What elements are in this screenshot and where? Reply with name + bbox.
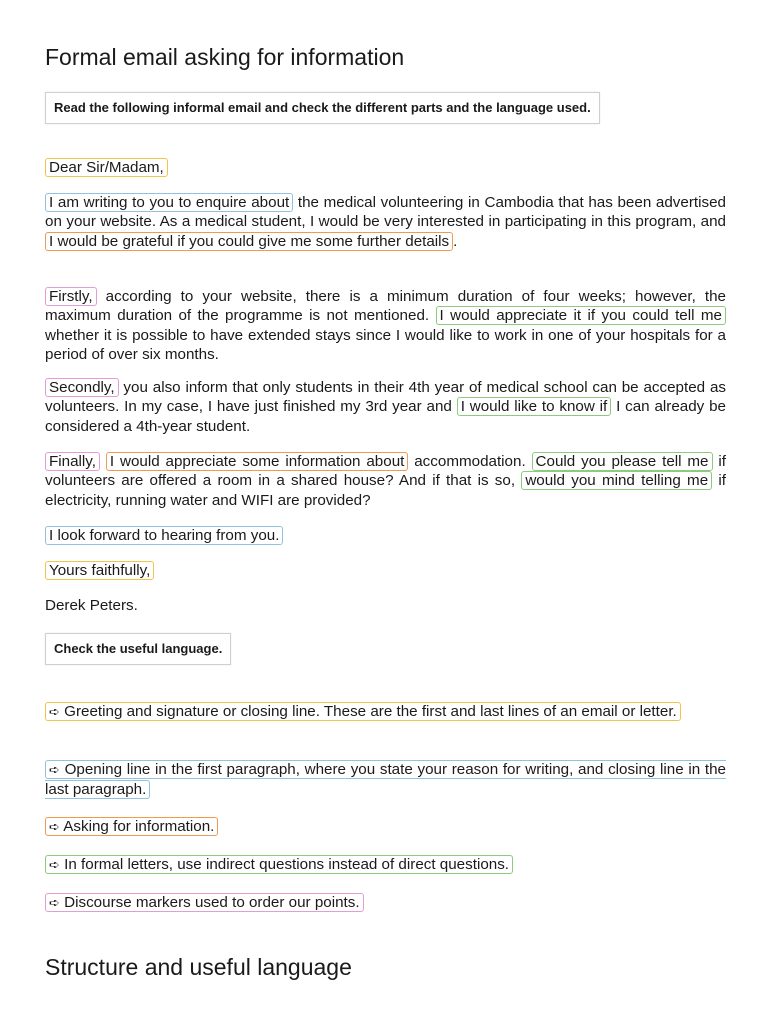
arrow-icon: ➪ [49,858,60,873]
paragraph-2-text-1: according to your website, there is a minimum duration of four weeks; however, the maximum duration of the programme is not mentioned. [45,288,726,325]
asking-info-highlight: I would be grateful if you could give me some further details [45,232,453,251]
page-title: Formal email asking for information [45,44,405,70]
paragraph-3-text-1: you also inform that only students in their 4th year of medical school can be accepted as volunteers. In my case, I have just finished my 3rd year and [45,379,726,416]
email-signature: Derek Peters. [45,597,138,614]
legend-asking-highlight [45,817,218,836]
arrow-icon: ➪ [49,705,60,720]
legend-greeting-highlight [45,702,681,721]
asking-info-highlight: I would appreciate some information about [106,452,408,471]
section-heading: Structure and useful language [45,954,352,980]
useful-language-item [45,855,726,875]
paragraph-4-text-2: if volunteers are offered a room in a shared house? And if that is so, [45,453,726,490]
signoff-highlight: Yours faithfully, [45,561,154,580]
paragraph-3-text-2: I can already be considered a 4th-year student. [45,398,726,435]
legend-indirect-highlight [45,855,513,874]
indirect-question-highlight: I would appreciate it if you could tell me [436,306,726,325]
arrow-icon: ➪ [49,820,60,835]
discourse-marker-finally: Finally, [45,452,100,471]
closing-line-highlight: I look forward to hearing from you. [45,526,283,545]
useful-language-label: Check the useful language. [45,633,231,665]
email-greeting [45,158,726,177]
email-paragraph-3 [45,378,726,436]
arrow-icon: ➪ [49,896,60,911]
paragraph-4-space [100,453,106,470]
email-paragraph-1 [45,193,726,251]
paragraph-4-text-1: accommodation. [408,453,532,470]
useful-language-item [45,760,726,800]
legend-markers-highlight [45,893,364,912]
paragraph-2-text-2: whether it is possible to have extended stays since I would like to work in one of your hospitals for a period of over six months. [45,326,726,363]
opening-line-highlight: I am writing to you to enquire about [45,193,293,212]
legend-text: In formal letters, use indirect questions instead of direct questions. [64,856,510,873]
useful-language-item [45,817,726,837]
discourse-marker-firstly: Firstly, [45,287,97,306]
useful-language-item [45,893,726,913]
indirect-question-highlight: I would like to know if [457,397,612,416]
legend-text: Greeting and signature or closing line. These are the first and last lines of an email or letter. [64,703,677,720]
email-paragraph-4 [45,452,726,510]
email-closing-line [45,526,726,545]
instruction-box: Read the following informal email and check the different parts and the language used. [45,92,600,124]
email-paragraph-2 [45,287,726,364]
legend-text: Opening line in the first paragraph, where you state your reason for writing, and closing line in the last paragraph. [45,761,726,799]
discourse-marker-secondly: Secondly, [45,378,119,397]
indirect-question-highlight: Could you please tell me [532,452,713,471]
arrow-icon: ➪ [49,763,60,778]
email-signoff [45,561,726,580]
indirect-question-highlight: would you mind telling me [521,471,712,490]
useful-language-item [45,702,726,722]
greeting-highlight: Dear Sir/Madam, [45,158,168,177]
legend-opening-highlight [45,760,726,799]
legend-text: Asking for information. [63,818,215,835]
paragraph-1-text-1: the medical volunteering in Cambodia that has been advertised on your website. As a medical student, I would be very interested in participating in this program, and [45,194,726,231]
legend-text: Discourse markers used to order our points. [64,894,360,911]
paragraph-4-text-3: if electricity, running water and WIFI are provided? [45,472,726,509]
paragraph-1-text-2: . [453,232,458,250]
